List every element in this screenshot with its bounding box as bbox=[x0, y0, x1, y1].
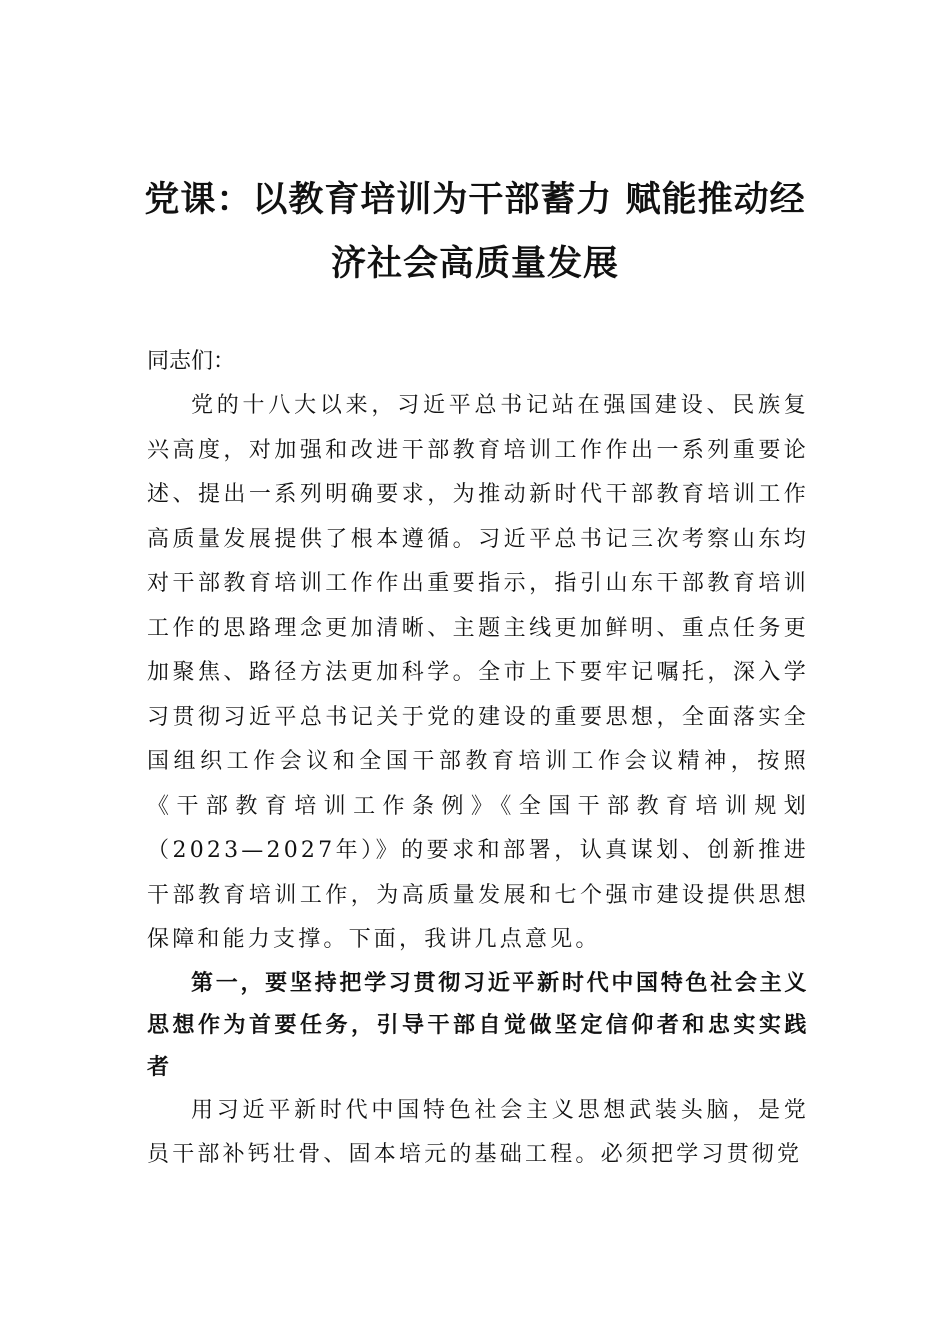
paragraph-intro: 党的十八大以来，习近平总书记站在强国建设、民族复兴高度，对加强和改进干部教育培训工作作出一系列重要论述、提出一系列明确要求，为推动新时代干部教育培训工作高质量发展提供了根本遵循。习近平总书记三次考察山东均对干部教育培训工作作出重要指示，指引山东干部教育培训工作的思路理念更加清晰、主题主线更加鲜明、重点任务更加聚焦、路径方法更加科学。全市上下要牢记嘱托，深入学习贯彻习近平总书记关于党的建设的重要思想，全面落实全国组织工作会议和全国干部教育培训工作会议精神，按照《干部教育培训工作条例》《全国干部教育培训规划（2023—2027年）》的要求和部署，认真谋划、创新推进干部教育培训工作，为高质量发展和七个强市建设提供思想保障和能力支撑。下面，我讲几点意见。 bbox=[147, 393, 809, 952]
paragraph-section-1: 用习近平新时代中国特色社会主义思想武装头脑，是党员干部补钙壮骨、固本培元的基础工程。必须把学习贯彻党 bbox=[147, 1097, 809, 1167]
title-line-1: 党课：以教育培训为干部蓄力 赋能推动经 bbox=[144, 180, 806, 220]
title-line-2: 济社会高质量发展 bbox=[330, 244, 619, 284]
document-body bbox=[147, 340, 809, 1178]
section-heading-1: 第一，要坚持把学习贯彻习近平新时代中国特色社会主义思想作为首要任务，引导干部自觉做坚定信仰者和忠实实践者 bbox=[147, 970, 809, 1080]
document-title bbox=[140, 168, 810, 296]
greeting: 同志们： bbox=[147, 349, 236, 374]
